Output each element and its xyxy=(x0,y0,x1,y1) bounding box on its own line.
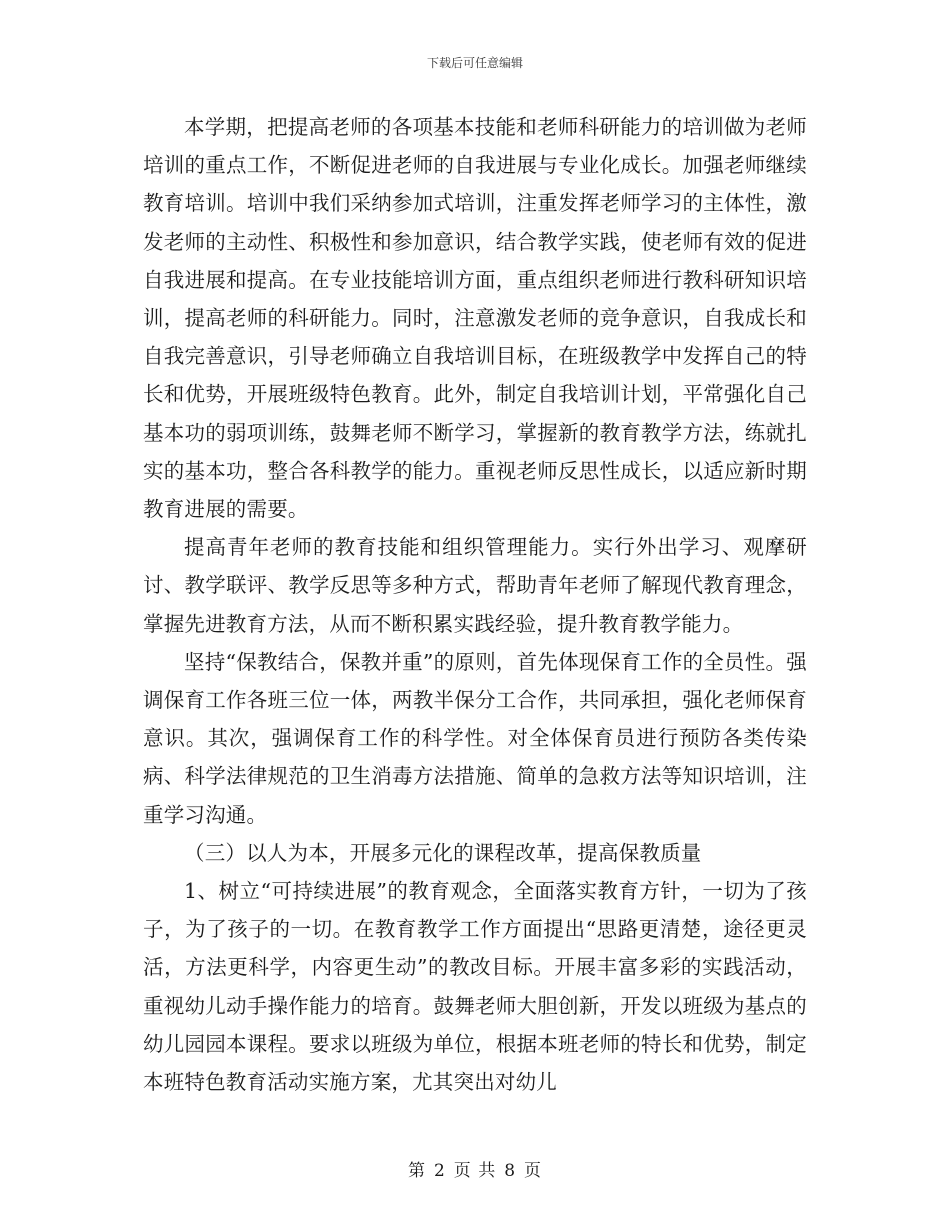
page-footer xyxy=(0,1156,950,1181)
paragraph-teacher-training: 本学期，把提高老师的各项基本技能和老师科研能力的培训做为老师培训的重点工作，不断促进老师的自我进展与专业化成长。加强老师继续教育培训。培训中我们采纳参加式培训，注重发挥老师学习的主体性，激发老师的主动性、积极性和参加意识，结合教学实践，使老师有效的促进自我进展和提高。在专业技能培训方面，重点组织老师进行教科研知识培训，提高老师的科研能力。同时，注意激发老师的竞争意识，自我成长和自我完善意识，引导老师确立自我培训目标，在班级教学中发挥自己的特长和优势，开展班级特色教育。此外，制定自我培训计划，平常强化自己基本功的弱项训练，鼓舞老师不断学习，掌握新的教育教学方法，练就扎实的基本功，整合各科教学的能力。重视老师反思性成长，以适应新时期教育进展的需要。 xyxy=(143,115,807,522)
footer-suffix: 页 xyxy=(524,1161,543,1181)
footer-current-page: 2 xyxy=(433,1161,446,1181)
paragraph-young-teachers: 提高青年老师的教育技能和组织管理能力。实行外出学习、观摩研讨、教学联评、教学反思等多种方式，帮助青年老师了解现代教育理念，掌握先进教育方法，从而不断积累实践经验，提升教育教学能力。 xyxy=(143,535,807,636)
paragraph-sustainable-development: 1、树立“可持续进展”的教育观念，全面落实教育方针，一切为了孩子，为了孩子的一切。在教育教学工作方面提出“思路更清楚，途径更灵活，方法更科学，内容更生动”的教改目标。开展丰富多彩的实践活动，重视幼儿动手操作能力的培育。鼓舞老师大胆创新，开发以班级为基点的幼儿园园本课程。要求以班级为单位，根据本班老师的特长和优势，制定本班特色教育活动实施方案，尤其突出对幼儿 xyxy=(143,879,807,1095)
paragraph-care-education: 坚持“保教结合，保教并重”的原则，首先体现保育工作的全员性。强调保育工作各班三位一体，两教半保分工合作，共同承担，强化老师保育意识。其次，强调保育工作的科学性。对全体保育员进行预防各类传染病、科学法律规范的卫生消毒方法措施、简单的急救方法等知识培训，注重学习沟通。 xyxy=(143,649,807,827)
section-heading-curriculum-reform: （三）以人为本，开展多元化的课程改革，提高保教质量 xyxy=(184,840,702,865)
footer-middle: 页 共 xyxy=(453,1161,497,1181)
footer-total-pages: 8 xyxy=(504,1161,517,1181)
page-header: 下载后可任意编辑 xyxy=(426,56,523,70)
footer-prefix: 第 xyxy=(407,1161,426,1181)
document-body xyxy=(143,108,807,1101)
